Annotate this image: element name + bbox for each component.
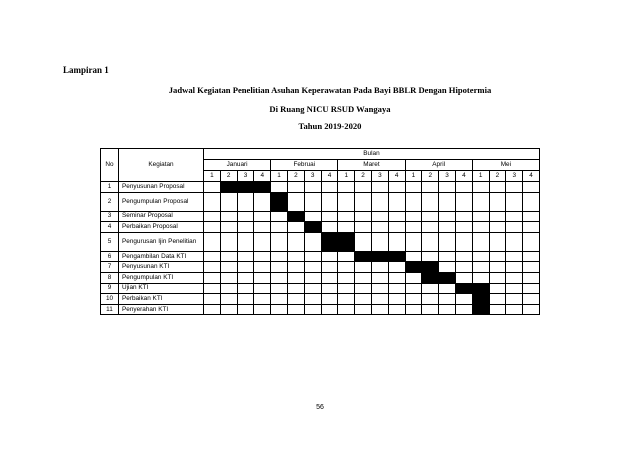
schedule-cell [506,222,523,233]
week-header: 2 [355,171,372,182]
schedule-cell-filled [405,262,422,273]
activity-label: Pengumpulan Proposal [119,192,204,211]
schedule-cell [489,272,506,283]
schedule-cell [455,251,472,262]
schedule-cell [388,192,405,211]
schedule-cell [506,182,523,193]
document-title: Jadwal Kegiatan Penelitian Asuhan Keperawatan Pada Bayi BBLR Dengan Hipotermia [168,85,492,95]
schedule-cell [220,222,237,233]
schedule-cell [304,232,321,251]
schedule-cell [304,211,321,222]
schedule-cell [388,272,405,283]
schedule-cell [523,192,540,211]
schedule-cell [405,294,422,305]
header-kegiatan: Kegiatan [119,149,204,182]
schedule-cell [371,211,388,222]
week-header: 1 [472,171,489,182]
month-header: Mei [472,160,539,171]
schedule-cell-filled [287,211,304,222]
schedule-cell [271,232,288,251]
schedule-cell [304,294,321,305]
table-row [101,192,540,211]
schedule-cell [355,192,372,211]
schedule-cell [455,211,472,222]
schedule-cell [220,211,237,222]
schedule-cell [287,222,304,233]
schedule-cell [271,283,288,294]
schedule-cell [204,222,221,233]
schedule-cell [388,222,405,233]
schedule-cell [405,251,422,262]
schedule-cell [287,182,304,193]
schedule-cell [254,283,271,294]
schedule-cell [287,304,304,315]
schedule-cell [422,211,439,222]
schedule-cell [271,262,288,273]
schedule-cell [405,304,422,315]
schedule-cell [321,294,338,305]
activity-label: Ujian KTI [119,283,204,294]
table-row [101,211,540,222]
schedule-cell [321,272,338,283]
schedule-cell [371,222,388,233]
schedule-cell [237,211,254,222]
schedule-cell [388,232,405,251]
schedule-cell-filled [388,251,405,262]
schedule-cell [506,232,523,251]
schedule-cell [489,182,506,193]
schedule-cell [371,192,388,211]
header-bulan: Bulan [204,149,540,160]
schedule-cell [422,182,439,193]
schedule-cell [271,211,288,222]
schedule-cell [254,251,271,262]
schedule-cell-filled [237,182,254,193]
schedule-cell [439,304,456,315]
schedule-cell [439,211,456,222]
schedule-cell [237,222,254,233]
schedule-cell [472,272,489,283]
schedule-cell [422,192,439,211]
month-header: Februai [271,160,338,171]
schedule-cell [455,272,472,283]
week-header: 1 [271,171,288,182]
header-row-bulan [101,149,540,160]
activity-label: Seminar Proposal [119,211,204,222]
schedule-cell-filled [439,272,456,283]
schedule-cell [338,272,355,283]
schedule-cell [204,262,221,273]
schedule-cell-filled [472,304,489,315]
schedule-cell [271,272,288,283]
schedule-cell [489,283,506,294]
schedule-cell [422,222,439,233]
schedule-cell [506,304,523,315]
schedule-cell [204,294,221,305]
schedule-cell [338,211,355,222]
week-header: 3 [506,171,523,182]
week-header: 4 [254,171,271,182]
schedule-cell [455,304,472,315]
activity-label: Perbaikan KTI [119,294,204,305]
schedule-cell [489,222,506,233]
schedule-cell [388,182,405,193]
row-number: 6 [101,251,119,262]
schedule-cell [355,294,372,305]
schedule-cell [254,211,271,222]
schedule-cell-filled [254,182,271,193]
schedule-cell [523,211,540,222]
schedule-cell [204,283,221,294]
schedule-cell [506,192,523,211]
schedule-cell [254,262,271,273]
row-number: 7 [101,262,119,273]
table-row [101,232,540,251]
schedule-cell [388,262,405,273]
schedule-cell [204,272,221,283]
appendix-label: Lampiran 1 [63,65,109,75]
schedule-cell [220,294,237,305]
schedule-cell [523,283,540,294]
schedule-cell [523,251,540,262]
schedule-cell [455,262,472,273]
schedule-cell [523,182,540,193]
schedule-cell [422,251,439,262]
schedule-cell [204,192,221,211]
schedule-cell [287,192,304,211]
schedule-cell [338,262,355,273]
schedule-cell-filled [422,272,439,283]
schedule-cell [388,294,405,305]
activity-label: Pengumpulan KTI [119,272,204,283]
row-number: 3 [101,211,119,222]
schedule-cell [254,222,271,233]
month-header: Maret [338,160,405,171]
schedule-cell [287,272,304,283]
schedule-cell [355,211,372,222]
schedule-cell-filled [355,251,372,262]
schedule-cell [254,294,271,305]
schedule-cell [472,232,489,251]
week-header: 4 [388,171,405,182]
schedule-cell [439,232,456,251]
document-subtitle-year: Tahun 2019-2020 [298,121,362,131]
schedule-cell [371,262,388,273]
schedule-cell [204,304,221,315]
schedule-cell [388,304,405,315]
schedule-cell [489,251,506,262]
document-subtitle-location: Di Ruang NICU RSUD Wangaya [269,104,391,114]
schedule-cell [271,304,288,315]
schedule-cell [472,192,489,211]
schedule-cell [422,283,439,294]
month-header: April [405,160,472,171]
table-row [101,251,540,262]
schedule-cell [220,232,237,251]
week-header: 3 [439,171,456,182]
month-header: Januari [204,160,271,171]
schedule-cell [338,304,355,315]
header-no: No [101,149,119,182]
week-header: 4 [455,171,472,182]
schedule-cell [506,272,523,283]
schedule-cell [321,251,338,262]
schedule-cell [388,283,405,294]
schedule-cell [489,211,506,222]
schedule-cell [405,211,422,222]
schedule-cell [371,283,388,294]
schedule-cell [237,272,254,283]
schedule-cell [439,262,456,273]
schedule-cell [338,182,355,193]
schedule-cell [489,294,506,305]
schedule-cell [422,232,439,251]
schedule-cell [237,232,254,251]
schedule-cell [254,192,271,211]
schedule-cell [472,211,489,222]
schedule-cell [472,251,489,262]
schedule-cell [220,283,237,294]
schedule-cell [455,232,472,251]
schedule-cell [439,222,456,233]
schedule-cell-filled [371,251,388,262]
row-number: 2 [101,192,119,211]
schedule-cell [422,304,439,315]
schedule-cell [220,272,237,283]
activity-label: Penyusunan KTI [119,262,204,273]
row-number: 5 [101,232,119,251]
page-number: 56 [316,404,324,411]
schedule-cell-filled [422,262,439,273]
schedule-cell [338,192,355,211]
schedule-cell [271,222,288,233]
schedule-cell [405,192,422,211]
activity-label: Perbaikan Proposal [119,222,204,233]
week-header: 3 [237,171,254,182]
schedule-cell [371,272,388,283]
week-header: 3 [304,171,321,182]
schedule-cell [304,182,321,193]
schedule-cell [422,294,439,305]
row-number: 11 [101,304,119,315]
schedule-cell [439,294,456,305]
table-row [101,182,540,193]
schedule-cell [371,294,388,305]
schedule-cell [439,182,456,193]
schedule-cell [304,262,321,273]
schedule-cell [405,222,422,233]
schedule-cell [506,262,523,273]
schedule-cell [338,222,355,233]
schedule-cell [371,304,388,315]
row-number: 1 [101,182,119,193]
week-header: 2 [287,171,304,182]
schedule-cell [321,283,338,294]
schedule-cell [287,251,304,262]
schedule-cell [455,182,472,193]
schedule-body [101,182,540,315]
schedule-cell [204,232,221,251]
schedule-cell [271,294,288,305]
schedule-cell [237,251,254,262]
schedule-cell [254,232,271,251]
schedule-cell [338,283,355,294]
schedule-cell [405,232,422,251]
schedule-cell [439,251,456,262]
week-header: 1 [338,171,355,182]
schedule-cell [237,262,254,273]
schedule-cell-filled [338,232,355,251]
table-row [101,222,540,233]
schedule-cell [204,251,221,262]
week-header: 2 [220,171,237,182]
schedule-cell [439,192,456,211]
schedule-cell [321,182,338,193]
schedule-cell [254,272,271,283]
schedule-cell [405,182,422,193]
schedule-cell [304,192,321,211]
schedule-cell [338,251,355,262]
schedule-cell [287,232,304,251]
table-row [101,272,540,283]
activity-label: Penyusunan Proposal [119,182,204,193]
schedule-cell [254,304,271,315]
schedule-cell [523,262,540,273]
row-number: 4 [101,222,119,233]
schedule-cell [355,283,372,294]
schedule-cell [506,283,523,294]
schedule-cell [338,294,355,305]
schedule-cell [523,294,540,305]
week-header: 4 [321,171,338,182]
schedule-cell [321,304,338,315]
schedule-cell [355,232,372,251]
schedule-cell [455,192,472,211]
schedule-cell [405,272,422,283]
schedule-cell-filled [472,294,489,305]
schedule-cell [506,294,523,305]
week-header: 3 [371,171,388,182]
schedule-cell [321,222,338,233]
week-header: 2 [422,171,439,182]
schedule-cell [405,283,422,294]
schedule-cell [355,272,372,283]
schedule-cell [204,182,221,193]
schedule-cell [506,211,523,222]
schedule-cell [472,262,489,273]
row-number: 8 [101,272,119,283]
week-header: 1 [204,171,221,182]
schedule-cell [237,304,254,315]
schedule-cell [304,272,321,283]
schedule-cell-filled [304,222,321,233]
table-row [101,304,540,315]
schedule-cell [523,222,540,233]
table-row [101,283,540,294]
schedule-cell [237,283,254,294]
schedule-cell [355,304,372,315]
schedule-cell [321,211,338,222]
schedule-cell [489,192,506,211]
schedule-cell [220,262,237,273]
week-header: 1 [405,171,422,182]
schedule-cell [455,222,472,233]
schedule-cell-filled [472,283,489,294]
schedule-cell [287,283,304,294]
schedule-cell [355,262,372,273]
schedule-cell [304,283,321,294]
activity-label: Pengambilan Data KTI [119,251,204,262]
schedule-cell [220,304,237,315]
schedule-cell-filled [220,182,237,193]
schedule-cell [355,182,372,193]
schedule-cell [472,182,489,193]
schedule-cell [439,283,456,294]
schedule-cell [455,294,472,305]
schedule-cell [472,222,489,233]
schedule-cell [355,222,372,233]
schedule-cell [489,262,506,273]
schedule-cell [321,192,338,211]
row-number: 9 [101,283,119,294]
schedule-cell [271,251,288,262]
schedule-cell [489,232,506,251]
table-row [101,294,540,305]
schedule-cell [523,304,540,315]
row-number: 10 [101,294,119,305]
schedule-cell-filled [271,192,288,211]
schedule-cell [220,192,237,211]
schedule-cell [204,211,221,222]
week-header: 4 [523,171,540,182]
schedule-cell [523,272,540,283]
schedule-cell [304,304,321,315]
activity-label: Penyerahan KTI [119,304,204,315]
activity-label: Pengurusan Ijin Penelitian [119,232,204,251]
schedule-cell [371,182,388,193]
schedule-cell [287,262,304,273]
schedule-cell [287,294,304,305]
schedule-cell [523,232,540,251]
schedule-cell-filled [321,232,338,251]
schedule-cell-filled [455,283,472,294]
schedule-cell [304,251,321,262]
schedule-cell [388,211,405,222]
schedule-cell [506,251,523,262]
schedule-table [100,148,540,315]
schedule-cell [321,262,338,273]
schedule-cell [237,192,254,211]
schedule-cell [220,251,237,262]
week-header: 2 [489,171,506,182]
schedule-cell [371,232,388,251]
schedule-cell [237,294,254,305]
schedule-cell [271,182,288,193]
schedule-cell [489,304,506,315]
table-row [101,262,540,273]
